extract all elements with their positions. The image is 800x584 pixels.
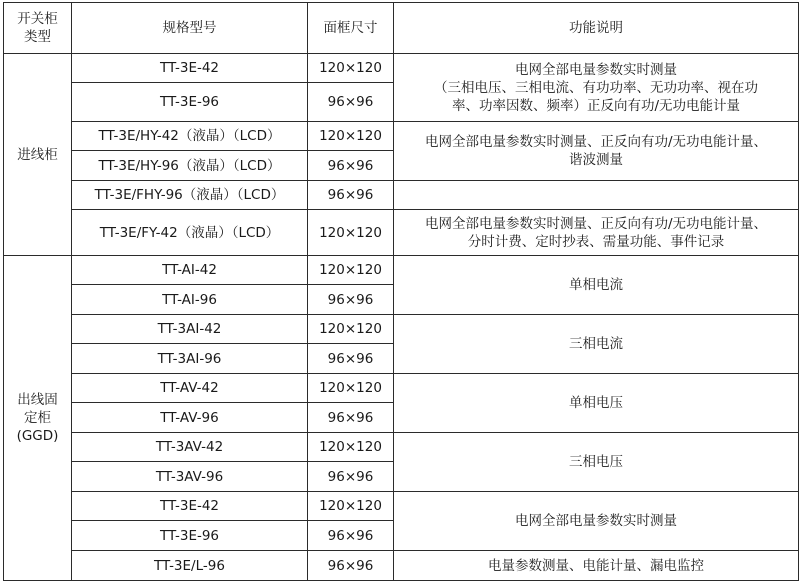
- cell-model: TT-3E/FHY-96（液晶）（LCD）: [72, 181, 308, 210]
- cell-size: 120×120: [308, 315, 394, 344]
- cell-size: 96×96: [308, 83, 394, 122]
- cell-size: 96×96: [308, 344, 394, 374]
- table-row: [4, 54, 799, 83]
- cell-function: [394, 54, 799, 122]
- function-line: 电网全部电量参数实时测量、正反向有功/无功电能计量、: [424, 134, 768, 150]
- cell-size: 96×96: [308, 403, 394, 433]
- cell-model: TT-3E-96: [72, 521, 308, 551]
- table-row: [4, 374, 799, 403]
- function-line: 谐波测量: [569, 152, 623, 168]
- header-function: 功能说明: [394, 3, 799, 54]
- cell-model: TT-3E/FY-42（液晶）（LCD）: [72, 210, 308, 256]
- cell-size: 120×120: [308, 256, 394, 285]
- cell-model: TT-3AI-96: [72, 344, 308, 374]
- function-line: 率、功率因数、频率）正反向有功/无功电能计量: [451, 97, 741, 114]
- cell-size: 120×120: [308, 122, 394, 151]
- header-model: 规格型号: [72, 3, 308, 54]
- cell-size: 120×120: [308, 210, 394, 256]
- cell-function: [394, 210, 799, 256]
- cell-function: 单相电流: [394, 256, 799, 315]
- cell-model: TT-3E-42: [72, 492, 308, 521]
- cell-size: 96×96: [308, 285, 394, 315]
- cell-size: 96×96: [308, 551, 394, 581]
- cell-model: TT-AI-96: [72, 285, 308, 315]
- cell-model: TT-AI-42: [72, 256, 308, 285]
- cell-model: TT-3E/HY-42（液晶）（LCD）: [72, 122, 308, 151]
- table-row: [4, 256, 799, 285]
- cell-model: TT-3E/L-96: [72, 551, 308, 581]
- cell-size: 96×96: [308, 462, 394, 492]
- function-line: 分时计费、定时抄表、需量功能、事件记录: [467, 233, 725, 250]
- table-row: [4, 181, 799, 210]
- cell-size: 120×120: [308, 433, 394, 462]
- table-row: [4, 433, 799, 462]
- header-type-line1: 开关柜: [17, 11, 58, 27]
- group-incoming-label: 进线柜: [4, 54, 72, 256]
- function-line: 电网全部电量参数实时测量、正反向有功/无功电能计量、: [424, 215, 768, 232]
- function-line: 电网全部电量参数实时测量: [515, 61, 677, 78]
- cell-function: 电量参数测量、电能计量、漏电监控: [394, 551, 799, 581]
- table-row: [4, 551, 799, 581]
- cell-size: 120×120: [308, 54, 394, 83]
- cell-size: 120×120: [308, 492, 394, 521]
- header-type-line2: 类型: [24, 29, 51, 45]
- function-line: （三相电压、三相电流、有功功率、无功功率、视在功: [434, 79, 758, 96]
- cell-model: TT-3AV-96: [72, 462, 308, 492]
- cell-size: 96×96: [308, 521, 394, 551]
- group-outgoing-line3: (GGD): [16, 428, 59, 444]
- table-row: [4, 122, 799, 151]
- table-row: [4, 492, 799, 521]
- table-row: [4, 210, 799, 256]
- cell-model: TT-3AV-42: [72, 433, 308, 462]
- header-size: 面框尺寸: [308, 3, 394, 54]
- cell-function: 单相电压: [394, 374, 799, 433]
- table-row: [4, 315, 799, 344]
- cell-function: 电网全部电量参数实时测量: [394, 492, 799, 551]
- cell-size: 96×96: [308, 181, 394, 210]
- cell-function-empty: [394, 181, 799, 210]
- group-outgoing-line1: 出线固: [17, 392, 58, 408]
- group-outgoing-line2: 定柜: [24, 410, 51, 426]
- cell-model: TT-AV-42: [72, 374, 308, 403]
- cell-function: 三相电压: [394, 433, 799, 492]
- group-outgoing-label: [4, 256, 72, 581]
- cell-size: 96×96: [308, 151, 394, 181]
- cell-model: TT-3E-42: [72, 54, 308, 83]
- cell-function: [394, 122, 799, 181]
- header-row: [4, 3, 799, 54]
- cell-model: TT-3AI-42: [72, 315, 308, 344]
- cell-model: TT-3E/HY-96（液晶）（LCD）: [72, 151, 308, 181]
- cell-model: TT-AV-96: [72, 403, 308, 433]
- cell-model: TT-3E-96: [72, 83, 308, 122]
- cell-size: 120×120: [308, 374, 394, 403]
- spec-table: [3, 2, 799, 581]
- header-cabinet-type: [4, 3, 72, 54]
- cell-function: 三相电流: [394, 315, 799, 374]
